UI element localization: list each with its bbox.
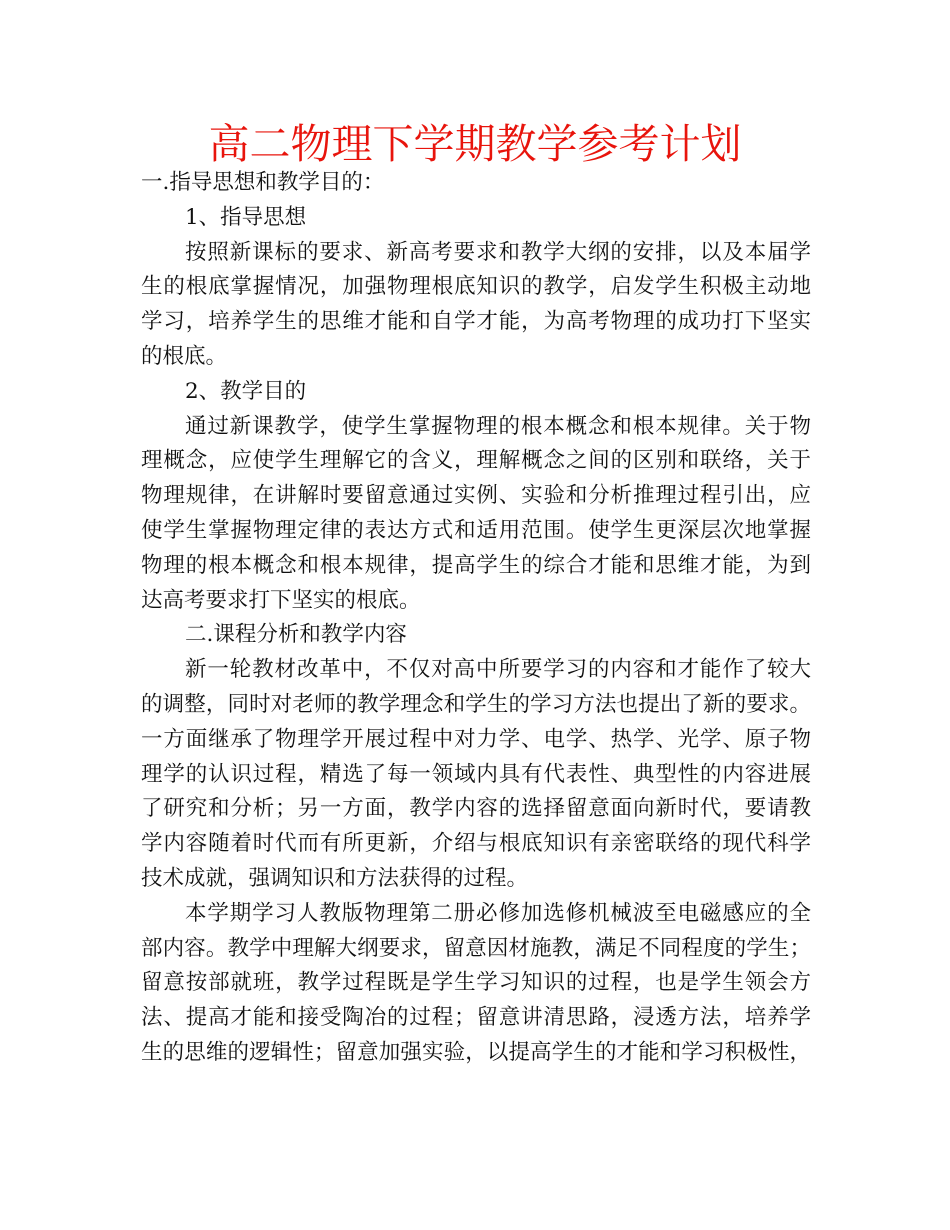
paragraph-line: 生的根底掌握情况，加强物理根底知识的教学，启发学生积极主动地 [141, 274, 811, 300]
paragraph-line: 通过新课教学，使学生掌握物理的根本概念和根本规律。关于物 [185, 413, 811, 439]
paragraph-line: 物理规律，在讲解时要留意通过实例、实验和分析推理过程引出，应 [141, 483, 811, 509]
paragraph-line: 的根底。 [141, 343, 228, 369]
paragraph-line: 一方面继承了物理学开展过程中对力学、电学、热学、光学、原子物 [141, 726, 811, 752]
paragraph-line: 法、提高才能和接受陶冶的过程；留意讲清思路，浸透方法，培养学 [141, 1005, 811, 1031]
document-title: 高二物理下学期教学参考计划 [208, 120, 742, 168]
paragraph-line: 理概念，应使学生理解它的含义，理解概念之间的区别和联络，关于 [141, 448, 811, 474]
paragraph-line: 生的思维的逻辑性；留意加强实验，以提高学生的才能和学习积极性， [141, 1039, 811, 1065]
subheading-guiding-thought: 1、指导思想 [185, 204, 307, 230]
paragraph-line: 按照新课标的要求、新高考要求和教学大纲的安排，以及本届学 [185, 239, 811, 265]
paragraph-line: 了研究和分析；另一方面，教学内容的选择留意面向新时代，要请教 [141, 796, 811, 822]
paragraph-line: 本学期学习人教版物理第二册必修加选修机械波至电磁感应的全 [185, 900, 811, 926]
paragraph-line: 新一轮教材改革中，不仅对高中所要学习的内容和才能作了较大 [185, 657, 811, 683]
subheading-teaching-goal: 2、教学目的 [185, 378, 307, 404]
paragraph-line: 留意按部就班，教学过程既是学生学习知识的过程，也是学生领会方 [141, 970, 811, 996]
paragraph-line: 使学生掌握物理定律的表达方式和适用范围。使学生更深层次地掌握 [141, 517, 811, 543]
paragraph-line: 达高考要求打下坚实的根底。 [141, 587, 421, 613]
paragraph-line: 部内容。教学中理解大纲要求，留意因材施教，满足不同程度的学生； [141, 935, 811, 961]
section-heading-2: 二.课程分析和教学内容 [185, 622, 407, 648]
paragraph-line: 学习，培养学生的思维才能和自学才能，为高考物理的成功打下坚实 [141, 309, 811, 335]
paragraph-line: 物理的根本概念和根本规律，提高学生的综合才能和思维才能，为到 [141, 552, 811, 578]
paragraph-line: 学内容随着时代而有所更新，介绍与根底知识有亲密联络的现代科学 [141, 831, 811, 857]
paragraph-line: 理学的认识过程，精选了每一领域内具有代表性、典型性的内容进展 [141, 761, 811, 787]
paragraph-line: 的调整，同时对老师的教学理念和学生的学习方法也提出了新的要求。 [141, 691, 811, 717]
document-body [141, 166, 811, 1071]
paragraph-line: 技术成就，强调知识和方法获得的过程。 [141, 865, 529, 891]
section-heading-1: 一.指导思想和教学目的： [141, 170, 385, 195]
